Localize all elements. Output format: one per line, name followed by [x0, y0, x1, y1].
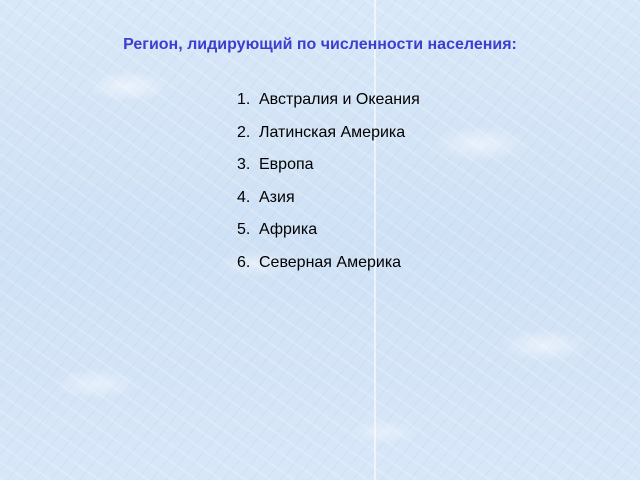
answer-option-3[interactable] — [237, 155, 420, 188]
answer-list — [237, 90, 420, 285]
option-label: Азия — [259, 188, 295, 206]
option-label: Европа — [259, 156, 314, 173]
option-number: 4. — [237, 188, 251, 206]
answer-option-4[interactable] — [237, 188, 420, 221]
option-label: Латинская Америка — [259, 123, 406, 141]
answer-option-6[interactable] — [237, 253, 420, 286]
question-title: Регион, лидирующий по численности населения: — [123, 36, 517, 53]
answer-option-2[interactable] — [237, 123, 420, 156]
option-number: 3. — [237, 156, 251, 173]
option-label: Северная Америка — [259, 253, 402, 271]
option-number: 5. — [237, 221, 251, 238]
option-label: Африка — [259, 221, 318, 238]
option-number: 1. — [237, 91, 251, 108]
option-number: 6. — [237, 253, 251, 271]
option-number: 2. — [237, 123, 251, 141]
option-label: Австралия и Океания — [259, 91, 420, 108]
answer-option-5[interactable] — [237, 220, 420, 253]
answer-option-1[interactable] — [237, 90, 420, 123]
